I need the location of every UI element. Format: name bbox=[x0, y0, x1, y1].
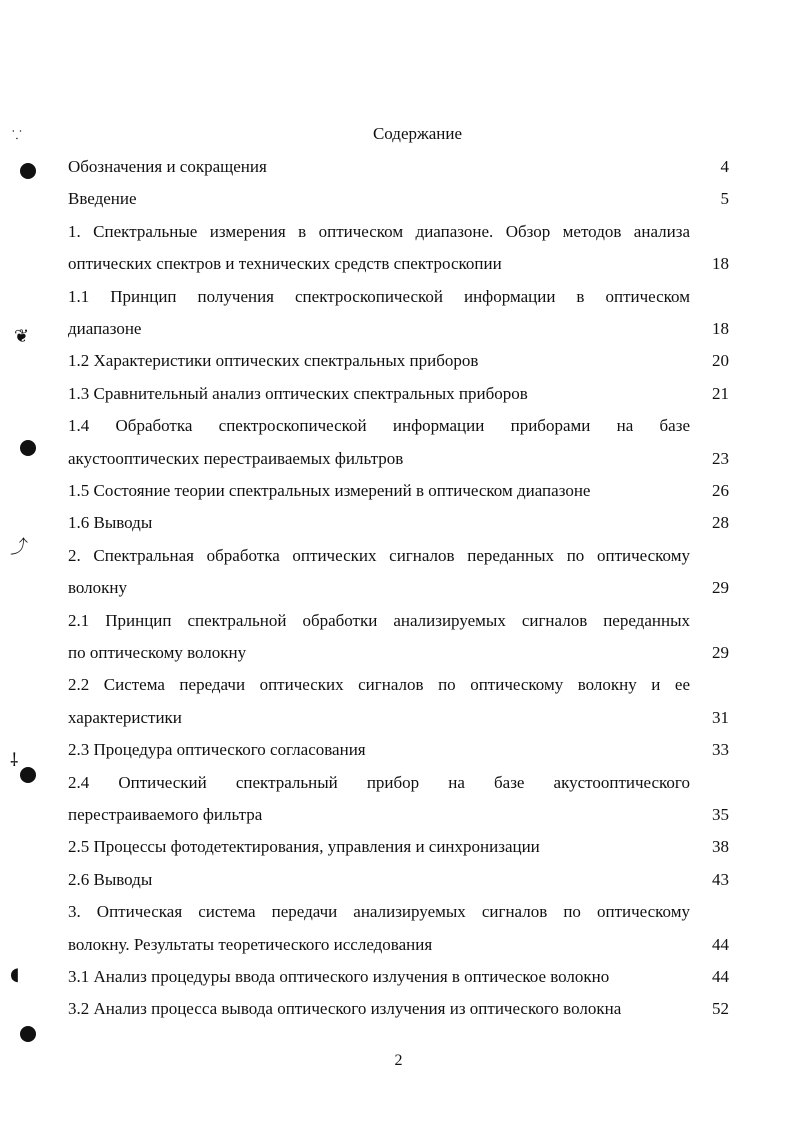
toc-entry-page: 33 bbox=[712, 740, 729, 760]
punch-hole bbox=[20, 440, 36, 456]
toc-entry-text: 1.3 Сравнительный анализ оптических спектральных приборов bbox=[68, 383, 528, 403]
toc-entry-text: характеристики bbox=[68, 707, 182, 727]
toc-entry-page: 26 bbox=[712, 481, 729, 500]
toc-entry bbox=[68, 475, 729, 507]
toc-entry bbox=[68, 669, 729, 734]
toc-entry-text: 2.4 Оптический спектральный прибор на базе акустооптического bbox=[68, 772, 690, 792]
scan-speck: ◖ bbox=[10, 964, 20, 985]
scan-speck: ❦ bbox=[14, 326, 30, 347]
toc-entry bbox=[68, 896, 729, 961]
scan-speck: ⸪ bbox=[12, 128, 22, 142]
page-title: Содержание bbox=[372, 124, 463, 143]
toc-entry-text: 2.5 Процессы фотодетектирования, управления и синхронизации bbox=[68, 837, 540, 857]
punch-hole bbox=[20, 1026, 36, 1042]
toc-entry bbox=[68, 864, 729, 896]
toc-entry-text: 2.2 Система передачи оптических сигналов по оптическому волокну и ее bbox=[68, 675, 690, 695]
toc-entry-text: 1.1 Принцип получения спектроскопической информации в оптическом bbox=[68, 286, 690, 306]
toc-entry bbox=[68, 767, 729, 832]
toc-entry-text: 1.6 Выводы bbox=[68, 513, 153, 533]
toc-entry-text: волокну bbox=[68, 578, 128, 598]
toc-entry bbox=[68, 151, 729, 183]
toc-entry-text: диапазоне bbox=[68, 319, 142, 338]
scan-speck: ⸸ bbox=[10, 750, 19, 771]
toc-entry-page: 35 bbox=[712, 805, 729, 824]
toc-entry bbox=[68, 281, 729, 346]
toc-entry-text: 2.1 Принцип спектральной обработки анализируемых сигналов переданных bbox=[68, 610, 690, 630]
page-number: 2 bbox=[394, 1052, 403, 1069]
toc-entry-page: 38 bbox=[712, 837, 729, 857]
toc-entry-text: 1.2 Характеристики оптических спектральных приборов bbox=[68, 351, 479, 371]
toc-entry bbox=[68, 216, 729, 281]
toc-entry bbox=[68, 831, 729, 863]
toc-entry bbox=[68, 734, 729, 766]
toc-entry bbox=[68, 507, 729, 539]
toc-entry-page: 18 bbox=[712, 254, 729, 274]
toc-entry-page: 44 bbox=[712, 934, 729, 954]
toc-entry-page: 5 bbox=[720, 189, 729, 209]
toc-entry-text: акустооптических перестраиваемых фильтров bbox=[68, 448, 404, 468]
toc-entry bbox=[68, 183, 729, 215]
toc-entry-text: 2.6 Выводы bbox=[68, 869, 153, 889]
toc-entry-text: 3. Оптическая система передачи анализируемых сигналов по оптическому bbox=[68, 902, 690, 922]
toc-entry-text: 2.3 Процедура оптического согласования bbox=[68, 740, 366, 760]
toc-entry-text: 1. Спектральные измерения в оптическом диапазоне. Обзор методов анализа bbox=[68, 221, 690, 241]
toc-entry-page: 31 bbox=[712, 707, 729, 727]
toc-entry-page: 20 bbox=[712, 351, 729, 371]
toc-entry-page: 21 bbox=[712, 383, 729, 403]
punch-hole bbox=[20, 163, 36, 179]
toc-entry-page: 23 bbox=[712, 448, 729, 468]
toc-entry bbox=[68, 378, 729, 410]
toc-entry-page: 52 bbox=[712, 999, 729, 1019]
toc-entry bbox=[68, 961, 729, 993]
toc-entry-text: по оптическому волокну bbox=[68, 643, 247, 662]
toc-entry-text: Введение bbox=[68, 189, 137, 209]
toc-entry bbox=[68, 540, 729, 605]
toc-entry-page: 18 bbox=[712, 319, 729, 338]
toc-entry-text: 3.2 Анализ процесса вывода оптического излучения из оптического волокна bbox=[68, 999, 622, 1019]
scan-speck: ⤴ bbox=[10, 537, 28, 558]
toc-entry-text: Обозначения и сокращения bbox=[68, 157, 267, 176]
toc-entry-text: 1.5 Состояние теории спектральных измерений в оптическом диапазоне bbox=[68, 481, 591, 500]
toc-entry-page: 29 bbox=[712, 578, 729, 598]
toc-entry-page: 44 bbox=[712, 967, 729, 986]
toc-entry bbox=[68, 605, 729, 670]
toc-entry-text: волокну. Результаты теоретического исследования bbox=[68, 934, 433, 954]
toc-entry bbox=[68, 993, 729, 1025]
toc-entry bbox=[68, 410, 729, 475]
toc-entry-page: 29 bbox=[712, 643, 729, 662]
toc-entry bbox=[68, 345, 729, 377]
toc-entry-text: 3.1 Анализ процедуры ввода оптического излучения в оптическое волокно bbox=[68, 967, 610, 986]
toc-entry-text: перестраиваемого фильтра bbox=[68, 805, 263, 824]
toc-entry-page: 28 bbox=[712, 513, 729, 533]
punch-hole bbox=[20, 767, 36, 783]
toc-entry-page: 4 bbox=[720, 157, 729, 176]
toc-entry-page: 43 bbox=[712, 869, 729, 889]
toc-entry-text: оптических спектров и технических средств спектроскопии bbox=[68, 254, 502, 274]
toc-entry-text: 2. Спектральная обработка оптических сигналов переданных по оптическому bbox=[68, 545, 690, 565]
toc-entry-text: 1.4 Обработка спектроскопической информации приборами на базе bbox=[68, 416, 690, 436]
